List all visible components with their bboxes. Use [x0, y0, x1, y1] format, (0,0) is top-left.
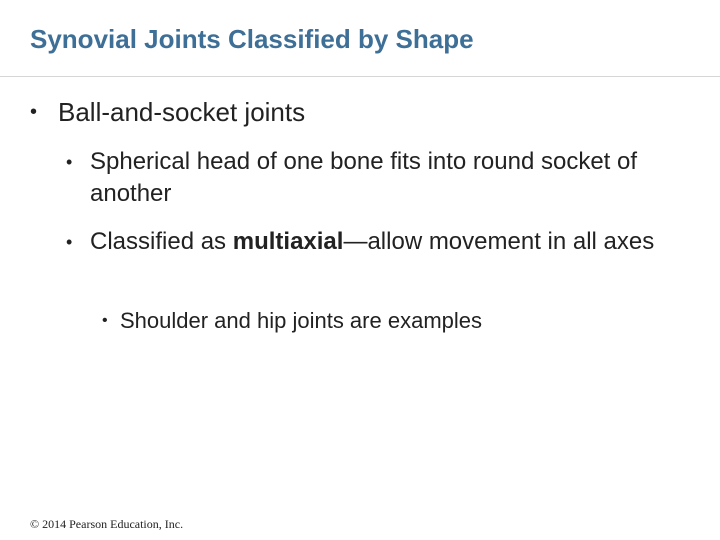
bullet-dot: •	[102, 312, 108, 329]
multiaxial-prefix: Classified as	[90, 228, 233, 255]
multiaxial-term: multiaxial	[232, 228, 344, 255]
multiaxial-suffix: —allow movement in all axes	[343, 228, 655, 255]
bullet-dot: •	[66, 232, 73, 252]
bullet-text-multiaxial	[90, 226, 700, 258]
bullet-text-ball-and-socket: Ball-and-socket joints	[58, 97, 306, 127]
copyright-footer: © 2014 Pearson Education, Inc.	[30, 517, 184, 531]
title-divider	[0, 76, 720, 77]
bullet-text-spherical-head: Spherical head of one bone fits into round socket of another	[90, 148, 638, 207]
bullet-dot: •	[66, 152, 73, 172]
bullet-dot: •	[30, 101, 38, 123]
bullet-text-examples: Shoulder and hip joints are examples	[120, 308, 483, 333]
slide-title: Synovial Joints Classified by Shape	[30, 24, 474, 54]
